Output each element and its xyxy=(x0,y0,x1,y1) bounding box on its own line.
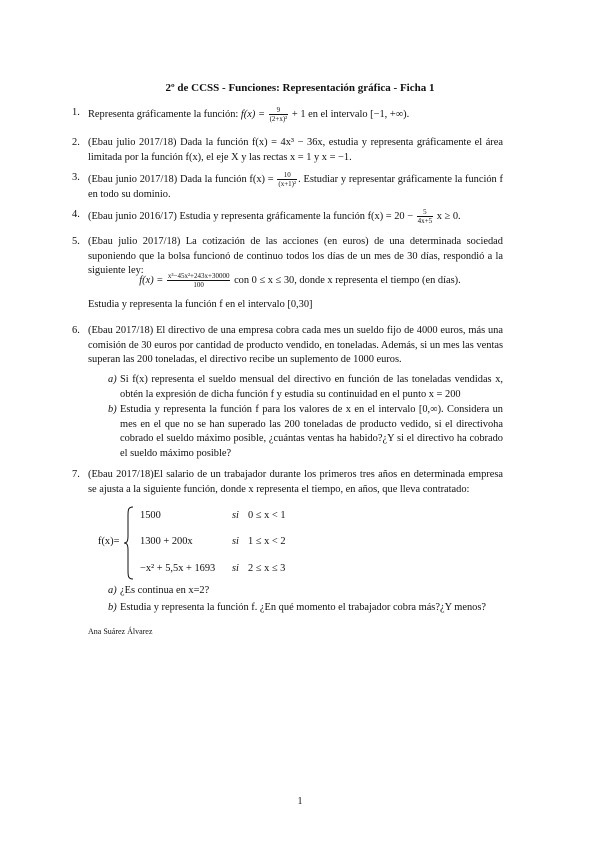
piece-2-condition: 1 ≤ x < 2 xyxy=(248,536,286,547)
fraction: $\frac{10}{\text{(x+1)²}}$ xyxy=(278,171,297,188)
exercise-1: 1. Representa gráficamente la función: f(x) = $\frac{9}{\text{(2+x)²}}$ + 1 en el intervalo [−1, +∞). xyxy=(72,106,410,123)
exercise-number: 7. xyxy=(72,469,80,480)
stock-formula: f(x) = $\frac{\text{x³−45x²+243x+30000}}{100}$ con 0 ≤ x ≤ 30, donde x representa el tiempo (en días). xyxy=(139,272,461,289)
left-brace-icon xyxy=(123,506,135,580)
exercise-7-part-b: b) Estudia y representa la función f. ¿En qué momento el trabajador cobra más?¿Y menos? xyxy=(108,602,487,613)
piece-1-condition: 0 ≤ x < 1 xyxy=(248,510,286,521)
piece-1-expression: 1500 xyxy=(140,510,161,521)
exercise-number: 1. xyxy=(72,107,80,118)
piece-2-expression: 1300 + 200x xyxy=(140,536,193,547)
page-number: 1 xyxy=(297,796,303,807)
exercise-number: 3. xyxy=(72,172,80,183)
exercise-6-part-b: b) Estudia y representa la función f para los valores de x en el intervalo [0,∞). Considera un mes en el que no se han superado las 200 toneladas de producto vedido, si el directivoha cobrado el sueldo máximo posible, ¿cuántas ventas ha habido?¿Y si el directivo ha cobrado el sueldo máximo posible? xyxy=(108,404,503,459)
piecewise-fx: f(x)= xyxy=(98,536,120,547)
author-footer: Ana Suárez Álvarez xyxy=(88,627,153,636)
piece-3-si: si xyxy=(232,563,239,574)
exercise-7-part-a: a) ¿Es continua en x=2? xyxy=(108,585,210,596)
fraction: $\frac{9}{\text{(2+x)²}}$ xyxy=(269,106,288,123)
exercise-5-instruction: Estudia y representa la función f en el intervalo [0,30] xyxy=(88,299,313,310)
piece-3-expression: −x² + 5,5x + 1693 xyxy=(140,563,216,574)
exercise-number: 2. xyxy=(72,137,80,148)
fraction: $\frac{5}{4x+5}$ xyxy=(417,208,433,225)
piece-1-si: si xyxy=(232,510,239,521)
piece-2-si: si xyxy=(232,536,239,547)
exercise-number: 6. xyxy=(72,325,80,336)
page-title: 2º de CCSS - Funciones: Representación gráfica - Ficha 1 xyxy=(165,82,435,94)
exercise-6-part-a: a) Si f(x) representa el sueldo mensual del directivo en función de las toneladas vendidas x, obtén la expresión de dicha función f y estudia su continuidad en el punto x = 200 xyxy=(108,374,503,400)
exercise-6: 6. (Ebau 2017/18) El directivo de una empresa cobra cada mes un sueldo fijo de 4000 euros, más una comisión de 30 euros por cantidad de producto vendido, en toneladas. Además, si un mes las ventas superan las 200 toneladas, el directivo recibe un suplemento de 1000 euros. xyxy=(72,325,503,365)
exercise-5: 5. (Ebau julio 2017/18) La cotización de las acciones (en euros) de una determinada sociedad suponiendo que la bolsa funcionó de continuo todos los días de un mes de 30 días, respondió a la siguiente ley: xyxy=(72,236,503,276)
exercise-4: 4. (Ebau junio 2016/17) Estudia y representa gráficamente la función f(x) = 20 − $\frac{5}{4x+5}$ x ≥ 0. xyxy=(72,208,461,225)
fraction: $\frac{\text{x³−45x²+243x+30000}}{100}$ xyxy=(167,272,230,289)
exercise-number: 5. xyxy=(72,236,80,247)
exercise-number: 4. xyxy=(72,209,80,220)
exercise-2: 2. (Ebau julio 2017/18) Dada la función f(x) = 4x³ − 36x, estudia y representa gráficamente el área limitada por la función f(x), el eje X y las rectas x = 1 y x = −1. xyxy=(72,137,503,163)
piece-3-condition: 2 ≤ x ≤ 3 xyxy=(248,563,286,574)
exercise-3: 3. (Ebau junio 2017/18) Dada la función f(x) = $\frac{10}{\text{(x+1)²}}$ . Estudiar y representar gráficamente la función f en todo su dominio. xyxy=(72,171,503,200)
exercise-7: 7. (Ebau 2017/18)El salario de un trabajador durante los primeros tres años en determinada empresa se ajusta a la siguiente función, donde x representa el tiempo, en años, que lleva contratado: xyxy=(72,469,503,495)
